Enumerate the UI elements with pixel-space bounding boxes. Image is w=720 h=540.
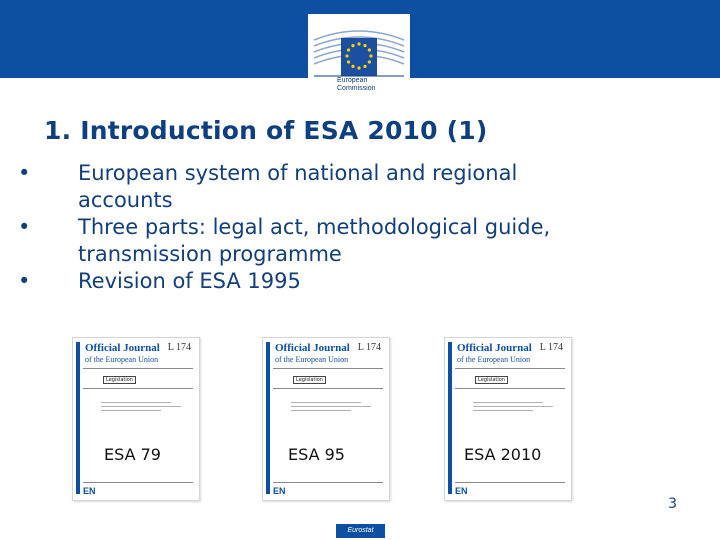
eurostat-logo: Eurostat xyxy=(336,524,385,538)
official-journal-thumbnail: Official Journal of the European Union L 174 Legislation EN xyxy=(72,337,200,501)
document-label: ESA 79 xyxy=(104,445,161,464)
slide-title: 1. Introduction of ESA 2010 (1) xyxy=(44,116,488,145)
bullet-text-continued: accounts xyxy=(78,188,173,212)
document-label: ESA 2010 xyxy=(464,445,542,464)
bullet-item xyxy=(18,268,698,295)
bullet-text-continued: transmission programme xyxy=(78,242,342,266)
official-journal-thumbnail: Official Journal of the European Union L 174 Legislation EN xyxy=(262,337,390,501)
bullet-list xyxy=(18,160,698,295)
official-journal-thumbnail: Official Journal of the European Union L 174 Legislation EN xyxy=(444,337,572,501)
bullet-text: • Revision of ESA 1995 xyxy=(78,269,301,293)
page-number: 3 xyxy=(668,496,677,512)
document-label: ESA 95 xyxy=(288,445,345,464)
european-commission-logo xyxy=(308,14,410,102)
logo-text: European Commission xyxy=(337,77,376,92)
bullet-text: • European system of national and regional xyxy=(78,161,518,185)
bullet-item xyxy=(18,214,698,268)
bullet-text: • Three parts: legal act, methodological guide, xyxy=(78,215,551,239)
bullet-item xyxy=(18,160,698,214)
